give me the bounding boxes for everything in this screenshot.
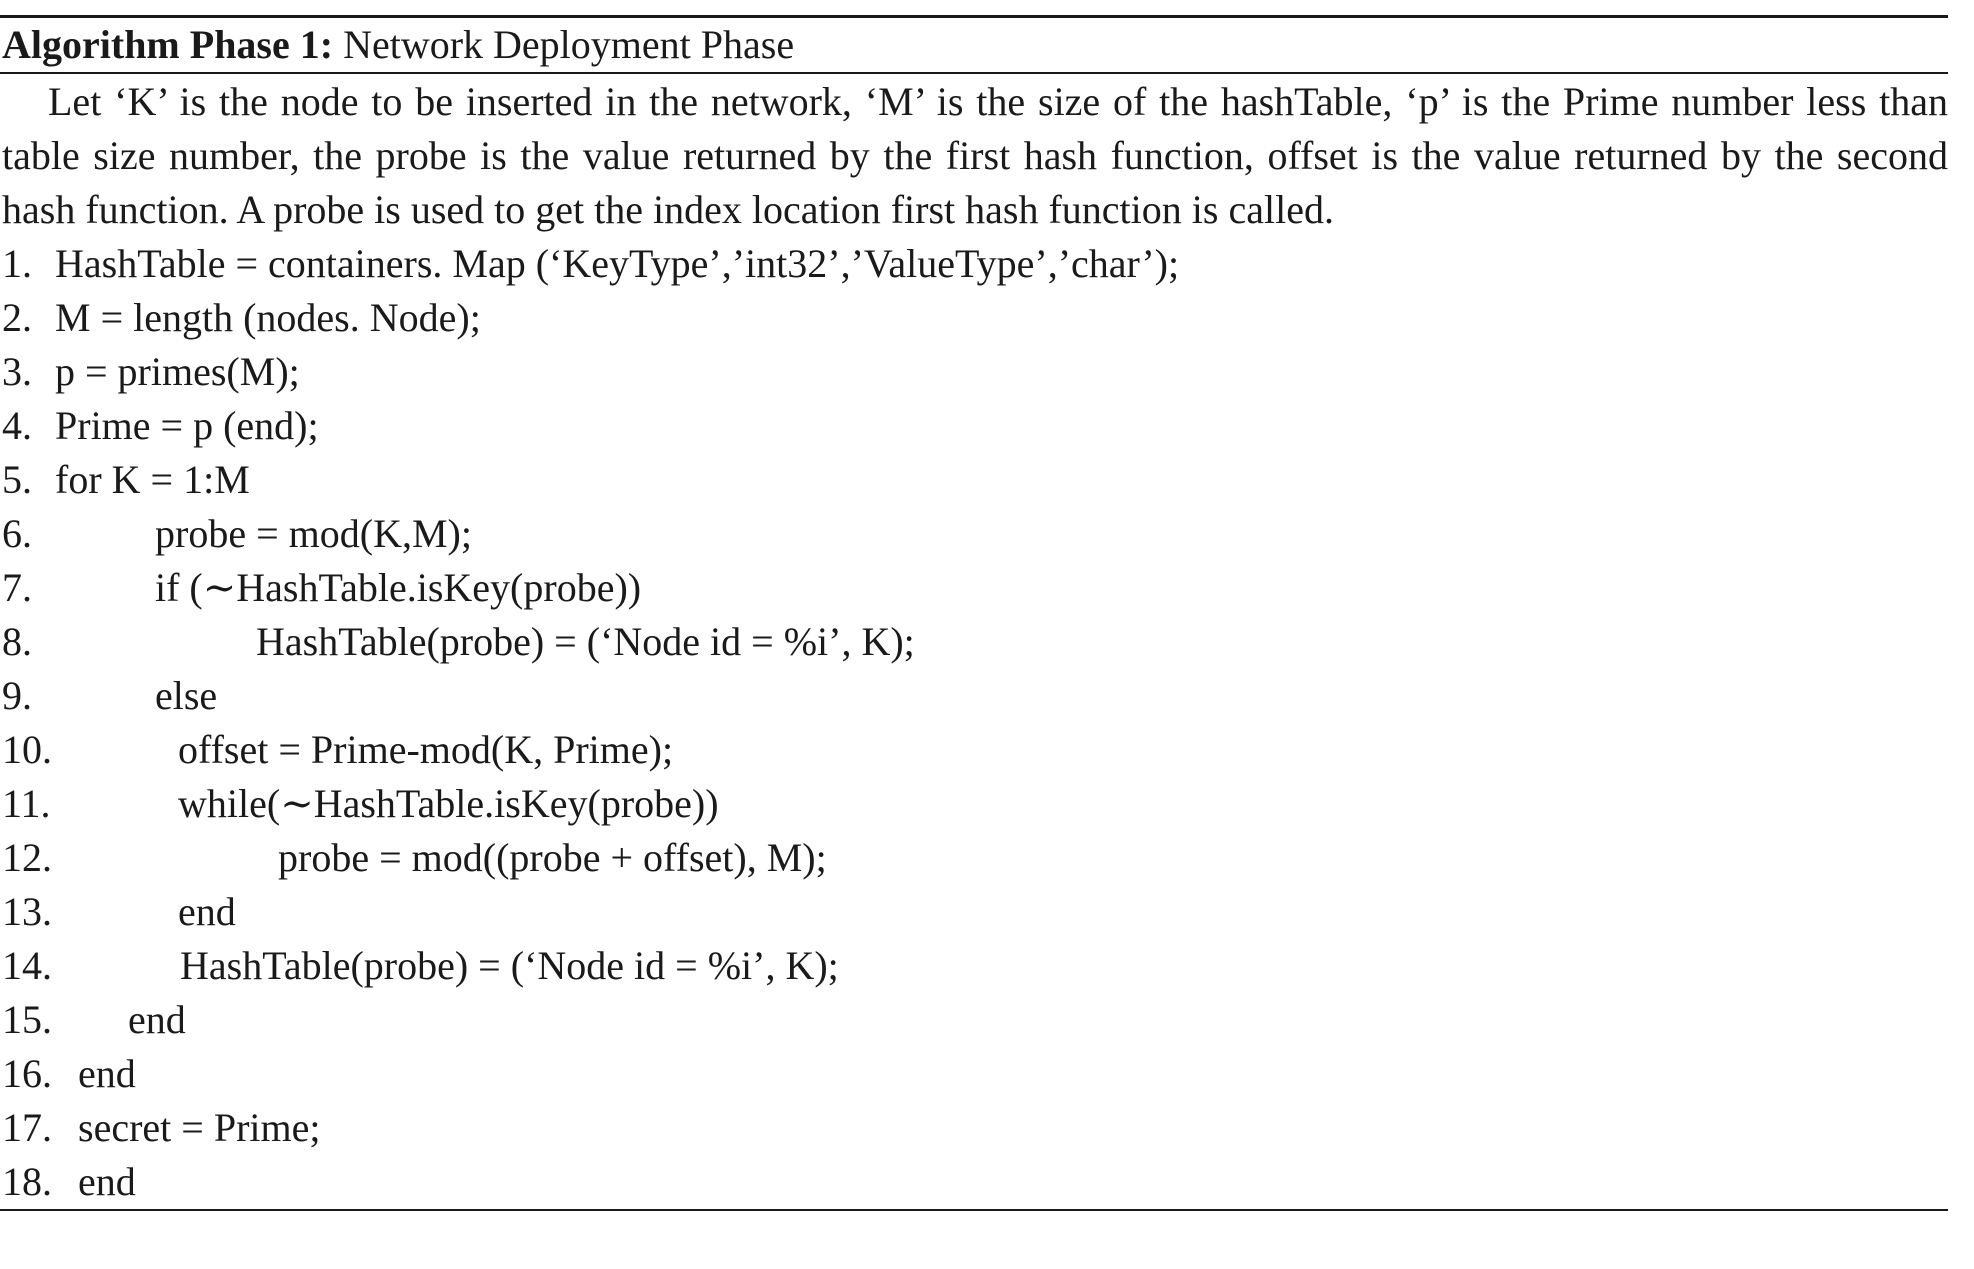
line-code: end xyxy=(78,1051,136,1096)
line-code: probe = mod((probe + offset), M); xyxy=(278,835,827,880)
algorithm-line xyxy=(0,993,1948,1047)
line-number: 5. xyxy=(2,457,32,502)
algorithm-label: Algorithm Phase 1: xyxy=(2,22,334,67)
line-number: 9. xyxy=(2,673,32,718)
line-code: end xyxy=(178,889,236,934)
caption-rule xyxy=(0,72,1948,74)
algorithm-description: Let ‘K’ is the node to be inserted in the network, ‘M’ is the size of the hashTable, ‘p’ is the Prime number less than table size number, the probe is the value returned by the first hash function, offset is the value returned by the second hash function. A probe is used to get the index location first hash function is called. xyxy=(2,79,1948,232)
line-code: secret = Prime; xyxy=(78,1105,321,1150)
line-number: 4. xyxy=(2,403,32,448)
line-code: Prime = p (end); xyxy=(55,403,319,448)
line-code: else xyxy=(155,673,218,718)
line-number: 11. xyxy=(2,781,51,826)
line-code: M = length (nodes. Node); xyxy=(55,295,481,340)
algorithm-line xyxy=(0,777,1948,831)
line-code: end xyxy=(78,1159,136,1204)
algorithm-line xyxy=(0,291,1948,345)
line-code: HashTable(probe) = (‘Node id = %i’, K); xyxy=(180,943,839,988)
algorithm-caption xyxy=(0,18,1948,72)
algorithm-line xyxy=(0,831,1948,885)
algorithm-title: Network Deployment Phase xyxy=(343,22,795,67)
line-number: 3. xyxy=(2,349,32,394)
line-code: p = primes(M); xyxy=(55,349,300,394)
line-number: 6. xyxy=(2,511,32,556)
line-code: offset = Prime-mod(K, Prime); xyxy=(178,727,674,772)
algorithm-box xyxy=(0,15,1948,1211)
line-number: 8. xyxy=(2,619,32,664)
algorithm-line xyxy=(0,345,1948,399)
line-number: 18. xyxy=(2,1159,52,1204)
algorithm-line xyxy=(0,237,1948,291)
algorithm-line xyxy=(0,1101,1948,1155)
line-code: HashTable = containers. Map (‘KeyType’,’int32’,’ValueType’,’char’); xyxy=(55,241,1180,286)
algorithm-line xyxy=(0,399,1948,453)
algorithm-lines xyxy=(0,237,1948,1209)
algorithm-line xyxy=(0,939,1948,993)
algorithm-line xyxy=(0,453,1948,507)
algorithm-line xyxy=(0,561,1948,615)
algorithm-line xyxy=(0,615,1948,669)
line-code: probe = mod(K,M); xyxy=(155,511,472,556)
line-number: 7. xyxy=(2,565,32,610)
line-number: 13. xyxy=(2,889,52,934)
line-code: for K = 1:M xyxy=(55,457,250,502)
line-number: 16. xyxy=(2,1051,52,1096)
line-number: 12. xyxy=(2,835,52,880)
line-number: 10. xyxy=(2,727,52,772)
algorithm-line xyxy=(0,669,1948,723)
algorithm-line xyxy=(0,1047,1948,1101)
line-code: HashTable(probe) = (‘Node id = %i’, K); xyxy=(256,619,915,664)
algorithm-line xyxy=(0,723,1948,777)
algorithm-line xyxy=(0,1155,1948,1209)
line-number: 15. xyxy=(2,997,52,1042)
line-code: if (∼HashTable.isKey(probe)) xyxy=(155,565,642,610)
line-code: while(∼HashTable.isKey(probe)) xyxy=(178,781,719,826)
line-number: 17. xyxy=(2,1105,52,1150)
algorithm-line xyxy=(0,507,1948,561)
line-number: 1. xyxy=(2,241,32,286)
line-number: 2. xyxy=(2,295,32,340)
line-code: end xyxy=(128,997,186,1042)
line-number: 14. xyxy=(2,943,52,988)
algorithm-line xyxy=(0,885,1948,939)
bottom-rule xyxy=(0,1209,1948,1211)
